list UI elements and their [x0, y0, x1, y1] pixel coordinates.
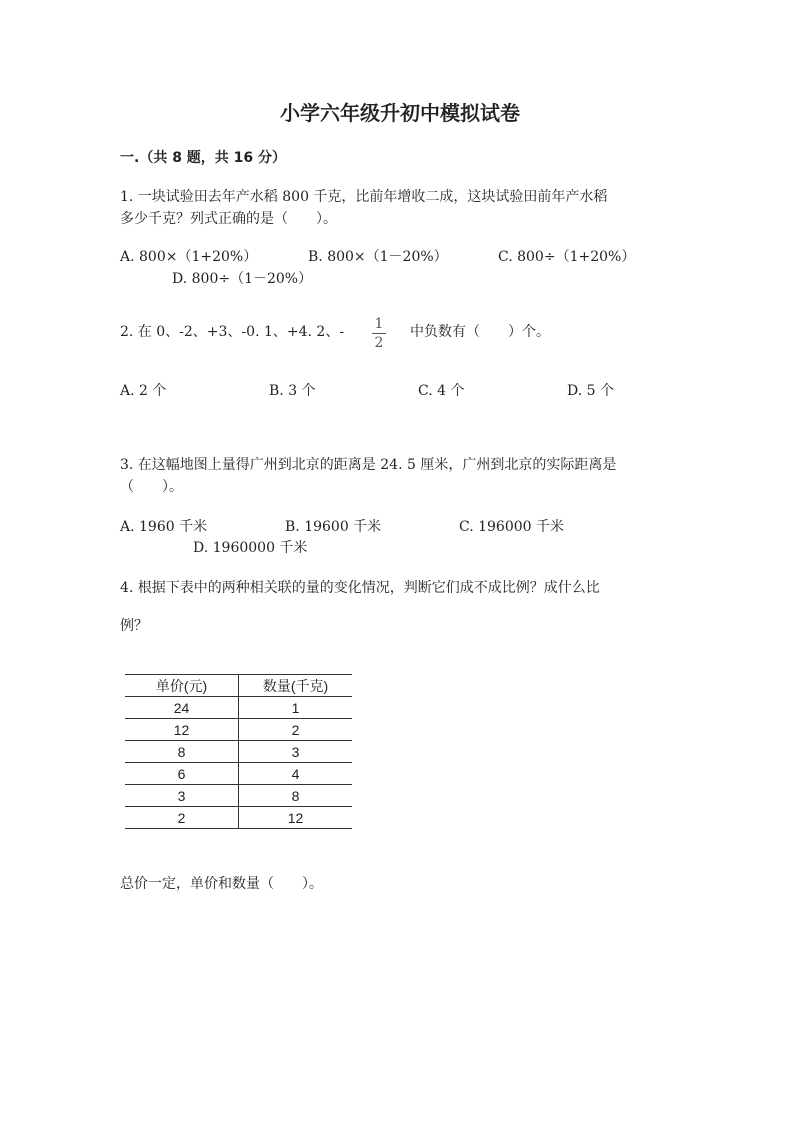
table-row: [125, 763, 352, 785]
cell-quantity: 3: [239, 741, 353, 763]
q3-option-d: D. 1960000 千米: [193, 540, 308, 556]
q3-option-b: B. 19600 千米: [285, 519, 382, 535]
question-3-text: 3. 在这幅地图上量得广州到北京的距离是 24. 5 厘米，广州到北京的实际距离是: [120, 457, 617, 473]
table-row: [125, 785, 352, 807]
q1-option-c: C. 800÷（1+20%）: [498, 249, 636, 265]
q3-option-c: C. 196000 千米: [459, 519, 565, 535]
header-unit-price: 单价(元): [125, 675, 239, 697]
table-header-row: [125, 675, 352, 697]
question-1-text: 1. 一块试验田去年产水稻 800 千克，比前年增收二成，这块试验田前年产水稻: [120, 189, 608, 205]
cell-quantity: 2: [239, 719, 353, 741]
cell-price: 8: [125, 741, 239, 763]
cell-price: 24: [125, 697, 239, 719]
table-row: [125, 719, 352, 741]
question-4-text-cont: 例？: [120, 618, 148, 634]
table-row: [125, 697, 352, 719]
q2-option-a: A. 2 个: [120, 383, 167, 399]
cell-price: 12: [125, 719, 239, 741]
q1-option-b: B. 800×（1－20%）: [308, 249, 448, 265]
section-heading: 一.（共 8 题，共 16 分）: [120, 150, 287, 166]
q1-option-d: D. 800÷（1－20%）: [172, 271, 313, 287]
cell-price: 6: [125, 763, 239, 785]
q2-option-c: C. 4 个: [418, 383, 465, 399]
question-1-text-cont: 多少千克？列式正确的是（ ）。: [120, 211, 337, 227]
cell-quantity: 4: [239, 763, 353, 785]
q3-option-a: A. 1960 千米: [120, 519, 208, 535]
cell-price: 2: [125, 807, 239, 829]
table-row: [125, 807, 352, 829]
cell-quantity: 1: [239, 697, 353, 719]
question-2-text: 2. 在 0、-2、+3、-0. 1、+4. 2、-: [120, 324, 345, 340]
price-quantity-table: [125, 674, 352, 829]
q2-option-b: B. 3 个: [269, 383, 316, 399]
fraction-bar: [372, 333, 386, 334]
fraction-one-half: [372, 316, 386, 351]
header-quantity: 数量(千克): [239, 675, 353, 697]
fraction-denominator: 2: [374, 335, 384, 351]
q2-option-d: D. 5 个: [567, 383, 614, 399]
cell-price: 3: [125, 785, 239, 807]
cell-quantity: 12: [239, 807, 353, 829]
table-row: [125, 741, 352, 763]
fraction-numerator: 1: [374, 316, 384, 332]
cell-quantity: 8: [239, 785, 353, 807]
question-2-text-cont: 中负数有（ ）个。: [410, 324, 550, 340]
question-3-text-cont: （ ）。: [120, 479, 183, 495]
page-title: 小学六年级升初中模拟试卷: [280, 101, 520, 125]
question-4-answer-line: 总价一定，单价和数量（ ）。: [120, 876, 323, 892]
q1-option-a: A. 800×（1+20%）: [120, 249, 258, 265]
question-4-text: 4. 根据下表中的两种相关联的量的变化情况，判断它们成不成比例？成什么比: [120, 580, 600, 596]
